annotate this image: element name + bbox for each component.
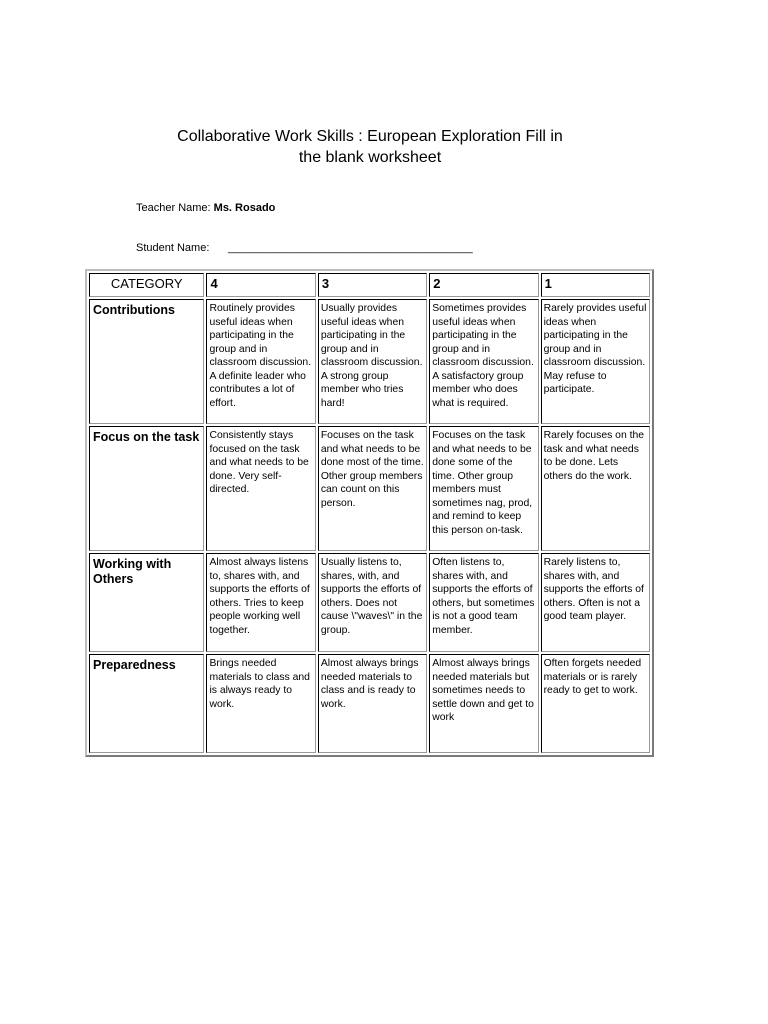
table-cell: Almost always brings needed materials to class and is ready to work.: [318, 654, 427, 753]
table-row: [89, 426, 650, 551]
header-score-4: 4: [206, 273, 315, 297]
header-score-1: 1: [541, 273, 650, 297]
table-cell: Rarely provides useful ideas when participating in the group and in classroom discussion. May refuse to participate.: [541, 299, 650, 424]
table-cell: Sometimes provides useful ideas when participating in the group and in classroom discussion. A satisfactory group member who does what is required.: [429, 299, 538, 424]
header-score-2: 2: [429, 273, 538, 297]
table-cell: Often listens to, shares with, and supports the efforts of others, but sometimes is not a good team member.: [429, 553, 538, 652]
table-row: [89, 299, 650, 424]
table-cell: Usually listens to, shares, with, and supports the efforts of others. Does not cause \"waves\" in the group.: [318, 553, 427, 652]
student-name-row: [136, 242, 473, 254]
table-cell: Usually provides useful ideas when participating in the group and in classroom discussion. A strong group member who tries hard!: [318, 299, 427, 424]
document-title: [120, 126, 620, 168]
table-cell: Almost always brings needed materials but sometimes needs to settle down and get to work: [429, 654, 538, 753]
teacher-name-row: [136, 202, 275, 214]
teacher-name-value: Ms. Rosado: [213, 202, 276, 214]
table-cell: Often forgets needed materials or is rarely ready to get to work.: [541, 654, 650, 753]
header-score-3: 3: [318, 273, 427, 297]
title-line-1: Collaborative Work Skills : European Exploration Fill in: [177, 128, 563, 145]
table-cell: Rarely listens to, shares with, and supports the efforts of others. Often is not a good team player.: [541, 553, 650, 652]
table-cell: Almost always listens to, shares with, and supports the efforts of others. Tries to keep people working well together.: [206, 553, 315, 652]
header-category: CATEGORY: [89, 273, 204, 297]
table-cell: Brings needed materials to class and is always ready to work.: [206, 654, 315, 753]
table-cell: Focuses on the task and what needs to be done some of the time. Other group members must sometimes nag, prod, and remind to keep this person on-task.: [429, 426, 538, 551]
table-cell: Consistently stays focused on the task and what needs to be done. Very self-directed.: [206, 426, 315, 551]
row-category: Contributions: [89, 299, 204, 424]
rubric-table: [85, 269, 654, 757]
row-category: Working with Others: [89, 553, 204, 652]
title-line-2: the blank worksheet: [298, 149, 442, 166]
row-category: Preparedness: [89, 654, 204, 753]
table-cell: Focuses on the task and what needs to be done most of the time. Other group members can count on this person.: [318, 426, 427, 551]
rubric-header-row: [89, 273, 650, 297]
table-row: [89, 553, 650, 652]
teacher-name-label: Teacher Name:: [136, 202, 211, 214]
table-row: [89, 654, 650, 753]
table-cell: Rarely focuses on the task and what needs to be done. Lets others do the work.: [541, 426, 650, 551]
row-category: Focus on the task: [89, 426, 204, 551]
student-name-blank: ________________________________________: [228, 242, 473, 254]
student-name-label: Student Name:: [136, 242, 210, 254]
table-cell: Routinely provides useful ideas when participating in the group and in classroom discussion. A definite leader who contributes a lot of effort.: [206, 299, 315, 424]
